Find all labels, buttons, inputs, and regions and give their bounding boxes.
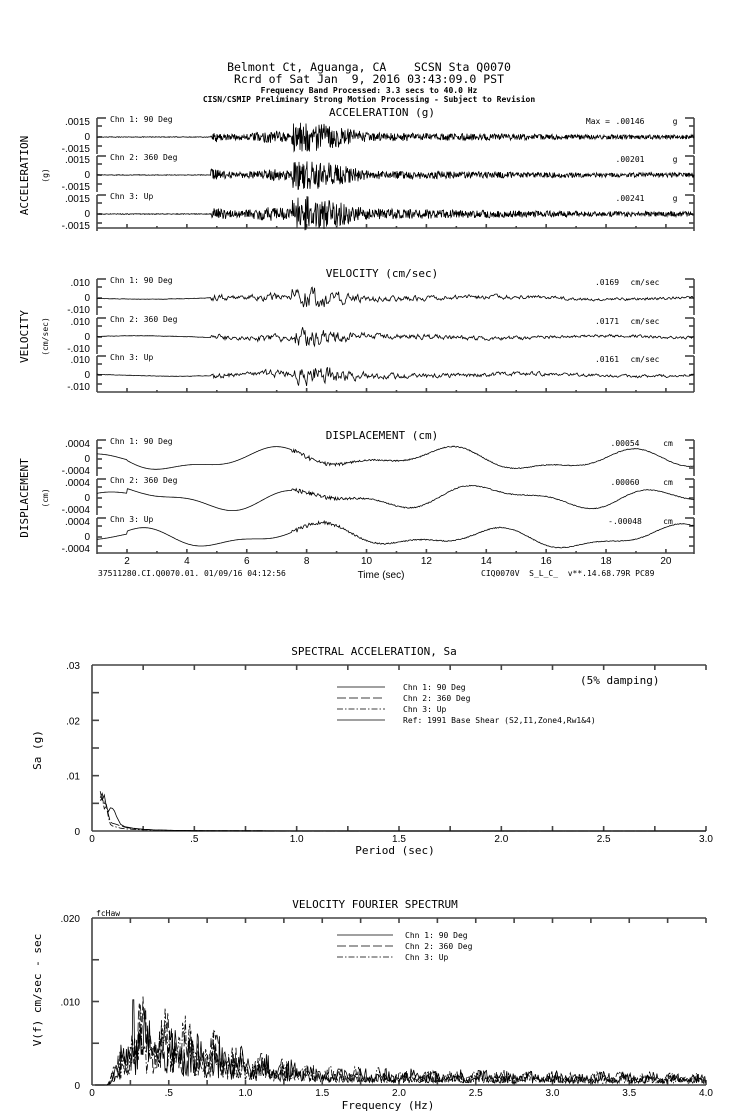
chart-title: VELOCITY FOURIER SPECTRUM bbox=[292, 898, 458, 911]
y-tick-label-zero: 0 bbox=[84, 170, 90, 181]
y-axis-unit: (g) bbox=[41, 168, 50, 183]
y-axis-label: ACCELERATION bbox=[18, 135, 31, 216]
panel-title: VELOCITY (cm/sec) bbox=[325, 267, 439, 280]
y-tick-label-zero: 0 bbox=[84, 293, 90, 304]
y-tick-label-bottom: -.010 bbox=[67, 382, 90, 393]
peak-unit: cm/sec bbox=[630, 278, 660, 287]
y-axis-label: VELOCITY bbox=[18, 310, 31, 363]
x-tick-label: 4 bbox=[184, 556, 190, 567]
peak-unit: cm/sec bbox=[630, 355, 660, 364]
channel-label: Chn 2: 360 Deg bbox=[110, 476, 178, 485]
y-tick-label-top: .010 bbox=[70, 355, 90, 366]
y-tick-label: .03 bbox=[66, 661, 80, 672]
y-tick-label-bottom: -.0015 bbox=[61, 221, 90, 232]
legend-label: Chn 2: 360 Deg bbox=[405, 942, 473, 951]
footer-processing-id: CIQ0070V S_L_C_ v**.14.68.79R PC89 bbox=[481, 569, 655, 578]
y-tick-label-bottom: -.0004 bbox=[61, 544, 90, 555]
sa-series-3 bbox=[100, 798, 706, 831]
y-tick-label-zero: 0 bbox=[84, 532, 90, 543]
peak-unit: g bbox=[672, 194, 678, 203]
y-axis-unit: (cm) bbox=[41, 488, 50, 508]
channel-1 bbox=[62, 115, 694, 155]
channel-label: Chn 2: 360 Deg bbox=[110, 153, 178, 162]
y-tick-label: 0 bbox=[74, 827, 80, 838]
x-tick-label: 10 bbox=[360, 556, 373, 567]
x-tick-label: 2 bbox=[124, 556, 130, 567]
spectral-acceleration-chart bbox=[31, 645, 713, 857]
peak-unit: g bbox=[672, 117, 678, 126]
y-tick-label-top: .010 bbox=[70, 278, 90, 289]
channel-label: Chn 1: 90 Deg bbox=[110, 276, 173, 285]
x-tick-label: 1.5 bbox=[315, 1088, 330, 1099]
channel-2 bbox=[62, 476, 694, 516]
legend-label: Ref: 1991 Base Shear (S2,I1,Zone4,Rw1&4) bbox=[403, 716, 596, 725]
x-tick-label: .5 bbox=[164, 1088, 173, 1099]
x-tick-label: 0 bbox=[89, 1088, 95, 1099]
legend-label: Chn 2: 360 Deg bbox=[403, 694, 471, 703]
panel-acceleration bbox=[18, 106, 694, 232]
x-tick-label: 16 bbox=[540, 556, 552, 567]
peak-value: .00241 bbox=[615, 194, 645, 203]
y-tick-label-bottom: -.010 bbox=[67, 344, 90, 355]
legend-label: Chn 3: Up bbox=[403, 705, 447, 714]
channel-2 bbox=[62, 153, 694, 193]
channel-label: Chn 3: Up bbox=[110, 192, 154, 201]
y-tick-label: .01 bbox=[66, 771, 80, 783]
chart-title: SPECTRAL ACCELERATION, Sa bbox=[291, 645, 457, 658]
y-axis-label: Sa (g) bbox=[31, 730, 44, 770]
y-tick-label-zero: 0 bbox=[84, 132, 90, 143]
x-tick-label: 14 bbox=[480, 556, 492, 567]
y-tick-label-top: .0004 bbox=[64, 439, 90, 450]
y-tick-label-zero: 0 bbox=[84, 493, 90, 504]
panel-velocity bbox=[18, 267, 694, 393]
y-tick-label-bottom: -.0015 bbox=[61, 144, 90, 155]
sa-series-1 bbox=[100, 791, 706, 831]
waveform-trace bbox=[97, 287, 694, 307]
x-tick-label: 4.0 bbox=[699, 1088, 713, 1099]
channel-label: Chn 1: 90 Deg bbox=[110, 437, 173, 446]
y-tick-label-zero: 0 bbox=[84, 454, 90, 465]
x-tick-label: 3.0 bbox=[699, 834, 713, 845]
y-tick-label-zero: 0 bbox=[84, 209, 90, 220]
waveform-trace bbox=[97, 123, 694, 152]
peak-value: .00146 bbox=[615, 117, 645, 126]
x-tick-label: 2.5 bbox=[468, 1088, 483, 1099]
peak-value: .0169 bbox=[594, 278, 620, 287]
waveform-trace bbox=[97, 367, 694, 386]
x-tick-label: 8 bbox=[303, 556, 310, 567]
panel-title: DISPLACEMENT (cm) bbox=[325, 429, 439, 442]
x-tick-label: 3.5 bbox=[622, 1088, 637, 1099]
y-tick-label-top: .0004 bbox=[64, 517, 90, 528]
waveform-trace bbox=[97, 446, 694, 469]
channel-label: Chn 2: 360 Deg bbox=[110, 315, 178, 324]
waveform-trace bbox=[97, 327, 694, 346]
y-tick-label-bottom: -.0004 bbox=[61, 505, 90, 516]
sa-series-2 bbox=[100, 793, 706, 831]
x-tick-label: 3.0 bbox=[545, 1088, 560, 1099]
y-tick-label-bottom: -.0004 bbox=[61, 466, 90, 477]
y-tick-label: .010 bbox=[60, 997, 80, 1009]
y-tick-label-zero: 0 bbox=[84, 370, 90, 381]
x-axis-label: Period (sec) bbox=[355, 844, 435, 857]
channel-1 bbox=[67, 276, 694, 316]
x-tick-label: .5 bbox=[190, 834, 199, 845]
x-tick-label: 1.5 bbox=[392, 834, 406, 845]
y-tick-label-top: .0015 bbox=[64, 194, 90, 205]
x-tick-label: 20 bbox=[660, 556, 672, 567]
peak-value: .00054 bbox=[610, 439, 640, 448]
peak-unit: cm bbox=[663, 439, 673, 448]
channel-3 bbox=[62, 515, 694, 555]
channel-3 bbox=[67, 353, 694, 393]
corner-label: fcHaw bbox=[96, 909, 121, 918]
x-tick-label: 18 bbox=[600, 556, 612, 567]
peak-value: .00060 bbox=[610, 478, 640, 487]
header-frequency-band: Frequency Band Processed: 3.3 secs to 40.0 Hz bbox=[260, 86, 478, 95]
panel-title: ACCELERATION (g) bbox=[329, 106, 435, 119]
y-tick-label-bottom: -.010 bbox=[67, 305, 90, 316]
y-tick-label-zero: 0 bbox=[84, 332, 90, 343]
x-tick-label: 2.0 bbox=[494, 834, 509, 845]
header-processing-note: CISN/CSMIP Preliminary Strong Motion Processing - Subject to Revision bbox=[202, 95, 536, 104]
peak-unit: cm/sec bbox=[630, 317, 660, 326]
y-tick-label-top: .0015 bbox=[64, 117, 90, 128]
y-tick-label-top: .0015 bbox=[64, 155, 90, 166]
waveform-trace bbox=[97, 485, 694, 510]
peak-unit: cm bbox=[663, 517, 673, 526]
waveform-trace bbox=[97, 521, 694, 548]
x-tick-label: 6 bbox=[243, 556, 250, 567]
damping-note: (5% damping) bbox=[580, 674, 660, 687]
x-tick-label: 1.0 bbox=[289, 834, 304, 845]
channel-1 bbox=[62, 437, 694, 477]
x-tick-label: 1.0 bbox=[238, 1088, 253, 1099]
legend-label: Chn 1: 90 Deg bbox=[403, 683, 466, 692]
fourier-spectrum-chart bbox=[31, 898, 713, 1112]
y-tick-label-top: .010 bbox=[70, 317, 90, 328]
peak-unit: cm bbox=[663, 478, 673, 487]
y-axis-label: V(f) cm/sec - sec bbox=[31, 933, 44, 1047]
x-tick-label: 0 bbox=[89, 834, 95, 845]
y-tick-label: .02 bbox=[66, 716, 80, 728]
x-tick-label: 2.5 bbox=[596, 834, 611, 845]
peak-value: .00201 bbox=[615, 155, 645, 164]
channel-2 bbox=[67, 315, 694, 355]
y-axis-unit: (cm/sec) bbox=[41, 317, 50, 356]
waveform-trace bbox=[97, 161, 694, 189]
y-tick-label: 0 bbox=[74, 1081, 80, 1092]
x-tick-label: 2.0 bbox=[392, 1088, 406, 1099]
peak-value: .0161 bbox=[594, 355, 620, 364]
y-tick-label: .020 bbox=[60, 914, 80, 925]
y-tick-label-bottom: -.0015 bbox=[61, 182, 90, 193]
x-tick-label: 12 bbox=[420, 556, 432, 567]
channel-label: Chn 3: Up bbox=[110, 515, 154, 524]
peak-value: .0171 bbox=[594, 317, 620, 326]
header-record: Rcrd of Sat Jan 9, 2016 03:43:09.0 PST bbox=[233, 72, 505, 86]
x-axis-label: Frequency (Hz) bbox=[341, 1099, 435, 1112]
panel-displacement bbox=[18, 429, 694, 581]
peak-value: -.00048 bbox=[608, 517, 642, 526]
peak-unit: g bbox=[672, 155, 678, 164]
footer-record-id: 37511280.CI.Q0070.01. 01/09/16 04:12:56 bbox=[98, 569, 286, 578]
x-axis-label: Time (sec) bbox=[357, 570, 405, 581]
legend-label: Chn 1: 90 Deg bbox=[405, 931, 468, 940]
channel-label: Chn 1: 90 Deg bbox=[110, 115, 173, 124]
max-label: Max = bbox=[585, 117, 610, 126]
channel-label: Chn 3: Up bbox=[110, 353, 154, 362]
y-tick-label-top: .0004 bbox=[64, 478, 90, 489]
header-station: Belmont Ct, Aguanga, CA SCSN Sta Q0070 bbox=[227, 60, 511, 74]
legend-label: Chn 3: Up bbox=[405, 953, 449, 962]
y-axis-label: DISPLACEMENT bbox=[18, 458, 31, 538]
